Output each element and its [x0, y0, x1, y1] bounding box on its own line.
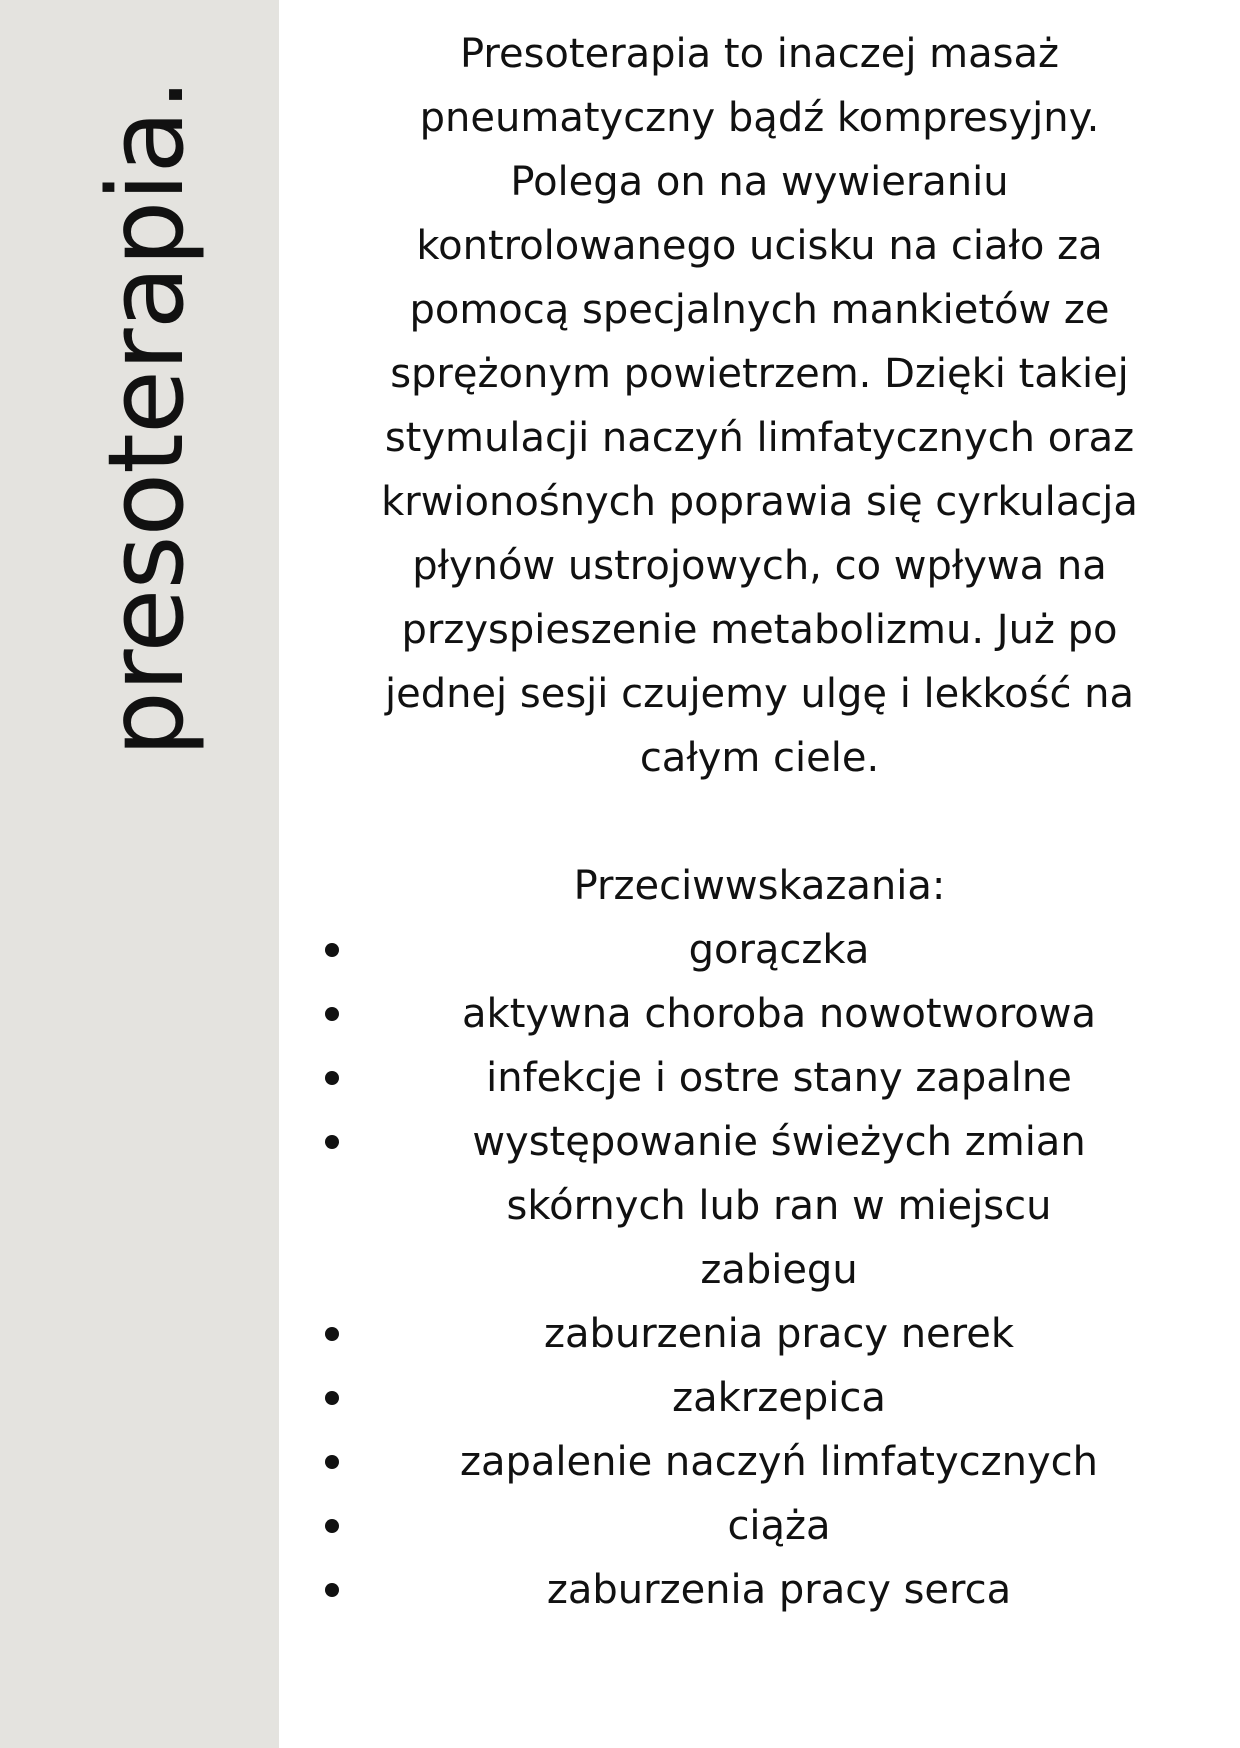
list-item-line: ciąża [727, 1503, 831, 1549]
list-item [279, 1494, 1240, 1558]
list-item-text [374, 1430, 1184, 1494]
list-item [279, 1558, 1240, 1622]
list-item-text [374, 1494, 1184, 1558]
list-item-text [374, 1046, 1184, 1110]
list-item [279, 1110, 1240, 1302]
list-item-line: występowanie świeżych zmian [472, 1119, 1086, 1165]
list-item-text [374, 1366, 1184, 1430]
list-item-text [374, 918, 1184, 982]
intro-line: pomocą specjalnych mankietów ze [409, 287, 1110, 333]
intro-line: kontrolowanego ucisku na ciało za [416, 223, 1103, 269]
main-content [279, 22, 1240, 1622]
bullet-icon [325, 1391, 339, 1405]
list-item [279, 918, 1240, 982]
bullet-icon [325, 1519, 339, 1533]
bullet-icon [325, 943, 339, 957]
intro-line: przyspieszenie metabolizmu. Już po [401, 607, 1118, 653]
intro-line: Presoterapia to inaczej masaż [460, 31, 1059, 77]
contraindications-heading: Przeciwwskazania: [573, 863, 946, 909]
list-item [279, 982, 1240, 1046]
intro-line: płynów ustrojowych, co wpływa na [412, 543, 1107, 589]
bullet-icon [325, 1455, 339, 1469]
bullet-icon [325, 1071, 339, 1085]
list-item [279, 1046, 1240, 1110]
intro-line: krwionośnych poprawia się cyrkulacja [381, 479, 1138, 525]
list-item [279, 1366, 1240, 1430]
list-item-line: zaburzenia pracy nerek [543, 1311, 1015, 1357]
list-item-line: skórnych lub ran w miejscu [506, 1183, 1052, 1229]
list-item-line: infekcje i ostre stany zapalne [486, 1055, 1072, 1101]
bullet-icon [325, 1583, 339, 1597]
contraindications-list [279, 918, 1240, 1622]
list-item-text [374, 1302, 1184, 1366]
list-item-line: aktywna choroba nowotworowa [462, 991, 1096, 1037]
list-item-text [374, 1558, 1184, 1622]
list-item [279, 1430, 1240, 1494]
bullet-icon [325, 1007, 339, 1021]
intro-line: Polega on na wywieraniu [510, 159, 1009, 205]
intro-paragraph [290, 22, 1230, 790]
bullet-icon [325, 1135, 339, 1149]
list-item-line: gorączka [688, 927, 870, 973]
list-item-line: zaburzenia pracy serca [546, 1567, 1012, 1613]
intro-line: pneumatyczny bądź kompresyjny. [419, 95, 1100, 141]
intro-line: całym ciele. [639, 735, 880, 781]
list-item [279, 1302, 1240, 1366]
list-item-text [374, 1110, 1184, 1302]
list-item-line: zabiegu [700, 1247, 858, 1293]
page-title: presoterapia. [85, 78, 207, 758]
intro-line: sprężonym powietrzem. Dzięki takiej [390, 351, 1129, 397]
list-item-text [374, 982, 1184, 1046]
sidebar [0, 0, 279, 1748]
intro-line: stymulacji naczyń limfatycznych oraz [384, 415, 1135, 461]
intro-line: jednej sesji czujemy ulgę i lekkość na [384, 671, 1135, 717]
bullet-icon [325, 1327, 339, 1341]
list-item-line: zakrzepica [672, 1375, 886, 1421]
list-item-line: zapalenie naczyń limfatycznych [459, 1439, 1098, 1485]
